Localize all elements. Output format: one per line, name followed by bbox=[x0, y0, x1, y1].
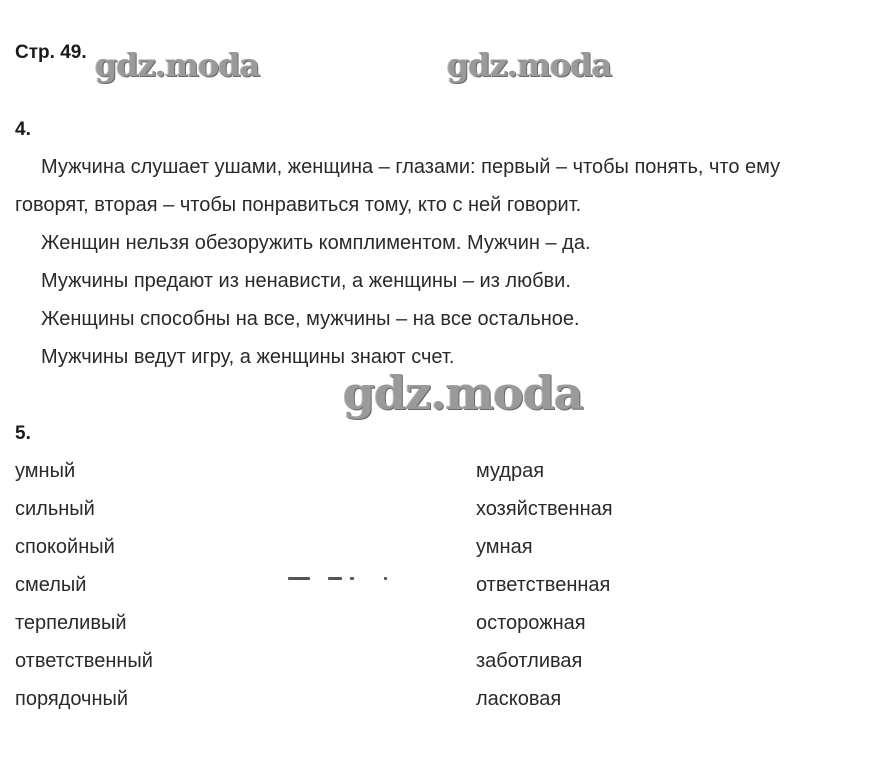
watermark-center: gdz.moda bbox=[343, 366, 583, 420]
word-item: ответственная bbox=[476, 574, 611, 596]
word-item: ласковая bbox=[476, 688, 562, 710]
word-item: умная bbox=[476, 536, 533, 558]
word-item: ответственный bbox=[15, 650, 153, 672]
word-item: заботливая bbox=[476, 650, 583, 672]
faint-watermark-fragment bbox=[288, 576, 388, 582]
watermark-top-right: gdz.moda bbox=[447, 46, 612, 84]
word-item: хозяйственная bbox=[476, 498, 613, 520]
word-item: осторожная bbox=[476, 612, 586, 634]
task-5-right-column bbox=[476, 452, 613, 718]
task-4-line: Мужчины ведут игру, а женщины знают счет. bbox=[41, 346, 455, 368]
task-4-line: Женщины способны на все, мужчины – на все остальное. bbox=[41, 308, 580, 330]
word-item: умный bbox=[15, 460, 76, 482]
word-item: порядочный bbox=[15, 688, 129, 710]
word-item: терпеливый bbox=[15, 612, 127, 634]
word-item: смелый bbox=[15, 574, 87, 596]
task-4-line: говорят, вторая – чтобы понравиться тому, кто с ней говорит. bbox=[15, 194, 582, 216]
word-item: спокойный bbox=[15, 536, 115, 558]
page-reference: Стр. 49. bbox=[15, 42, 87, 63]
task-5-number: 5. bbox=[15, 423, 31, 444]
task-4-number: 4. bbox=[15, 119, 31, 140]
task-4-line: Мужчина слушает ушами, женщина – глазами: первый – чтобы понять, что ему bbox=[41, 156, 781, 178]
word-item: сильный bbox=[15, 498, 95, 520]
watermark-top-left: gdz.moda bbox=[95, 46, 260, 84]
task-5-left-column bbox=[15, 452, 153, 718]
task-4-line: Женщин нельзя обезоружить комплиментом. Мужчин – да. bbox=[41, 232, 591, 254]
task-4-line: Мужчины предают из ненависти, а женщины – из любви. bbox=[41, 270, 571, 292]
word-item: мудрая bbox=[476, 460, 545, 482]
